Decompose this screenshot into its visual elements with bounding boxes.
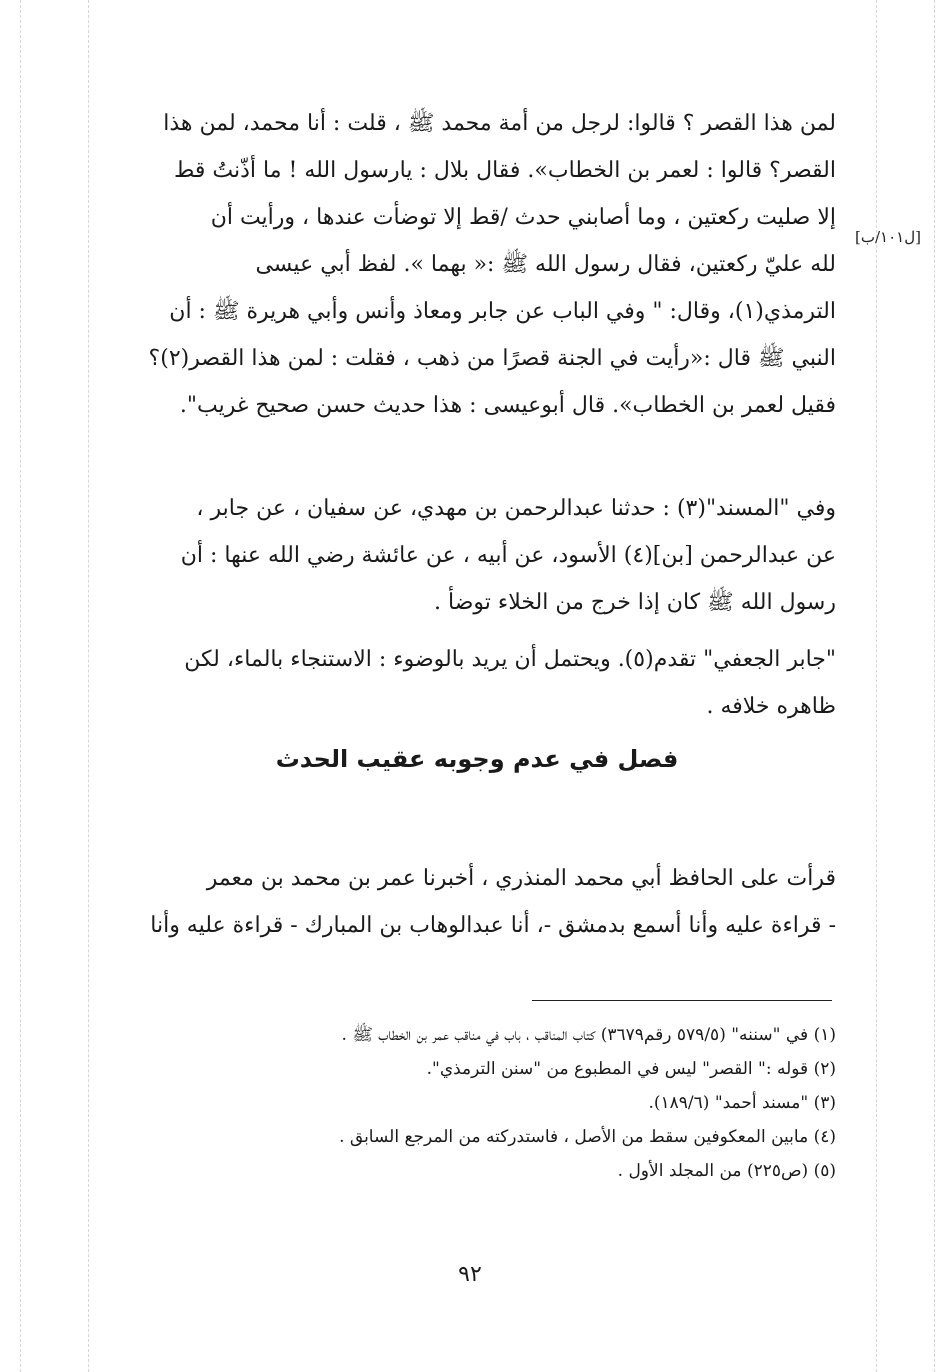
scan-edge-line <box>876 0 877 1372</box>
text-line: قرأت على الحافظ أبي محمد المنذري ، أخبرنا عمر بن محمد بن معمر <box>206 866 836 891</box>
text-line: رسول الله ﷺ كان إذا خرج من الخلاء توضأ . <box>434 590 836 615</box>
scan-edge-line <box>88 0 89 1372</box>
paragraph-hadith <box>118 100 836 429</box>
text-line: لمن هذا القصر ؟ قالوا: لرجل من أمة محمد ﷺ ، قلت : أنا محمد، لمن هذا <box>163 111 836 136</box>
text-line: عن عبدالرحمن [بن](٤) الأسود، عن أبيه ، عن عائشة رضي الله عنها : أن <box>180 543 836 568</box>
text-line: لله عليّ ركعتين، فقال رسول الله ﷺ :« بهما ». لفظ أبي عيسى <box>255 252 836 277</box>
section-heading: فصل في عدم وجوبه عقيب الحدث <box>275 745 679 773</box>
page-number: ٩٢ <box>458 1262 482 1287</box>
footnote-item: (٤) مابين المعكوفين سقط من الأصل ، فاستدركته من المرجع السابق . <box>339 1127 836 1147</box>
paragraph-commentary <box>118 636 836 730</box>
text-line: وفي "المسند"(٣) : حدثنا عبدالرحمن بن مهدي، عن سفيان ، عن جابر ، <box>196 496 836 521</box>
footnote-item: (٣) "مسند أحمد" (١٨٩/٦). <box>648 1093 836 1113</box>
footnotes-list <box>118 1018 836 1188</box>
text-line: فقيل لعمر بن الخطاب». قال أبوعيسى : هذا حديث حسن صحيح غريب". <box>179 393 836 418</box>
text-line: الترمذي(١)، وقال: " وفي الباب عن جابر ومعاذ وأنس وأبي هريرة ﷺ : أن <box>169 299 836 324</box>
paragraph-isnad <box>118 855 836 949</box>
manuscript-folio-note: [ل١٠١/ب] <box>855 228 921 246</box>
scan-edge-line <box>20 0 21 1372</box>
scan-edge-line <box>934 0 935 1372</box>
footnote-item: (٢) قوله :" القصر" ليس في المطبوع من "سنن الترمذي". <box>426 1059 836 1079</box>
text-line: - قراءة عليه وأنا أسمع بدمشق -، أنا عبدالوهاب بن المبارك - قراءة عليه وأنا <box>150 913 836 938</box>
footnote-item: (٥) (ص٢٢٥) من المجلد الأول . <box>617 1161 836 1181</box>
paragraph-musnad <box>118 485 836 626</box>
text-line: إلا صليت ركعتين ، وما أصابني حدث /قط إلا توضأت عندها ، ورأيت أن <box>210 205 836 230</box>
footnote-divider <box>532 1000 832 1001</box>
footnote-item: (١) في "سننه" (٥٧٩/٥ رقم٣٦٧٩) كتاب المناقب ، باب في مناقب عمر بن الخطاب ﷺ . <box>341 1025 836 1045</box>
text-line: "جابر الجعفي" تقدم(٥). ويحتمل أن يريد بالوضوء : الاستنجاء بالماء، لكن <box>184 647 836 672</box>
text-line: ظاهره خلافه . <box>706 694 836 719</box>
text-line: النبي ﷺ قال :«رأيت في الجنة قصرًا من ذهب ، فقلت : لمن هذا القصر(٢)؟ <box>148 346 836 371</box>
text-line: القصر؟ قالوا : لعمر بن الخطاب». فقال بلال : يارسول الله ! ما أذّنتُ قط <box>174 158 836 183</box>
